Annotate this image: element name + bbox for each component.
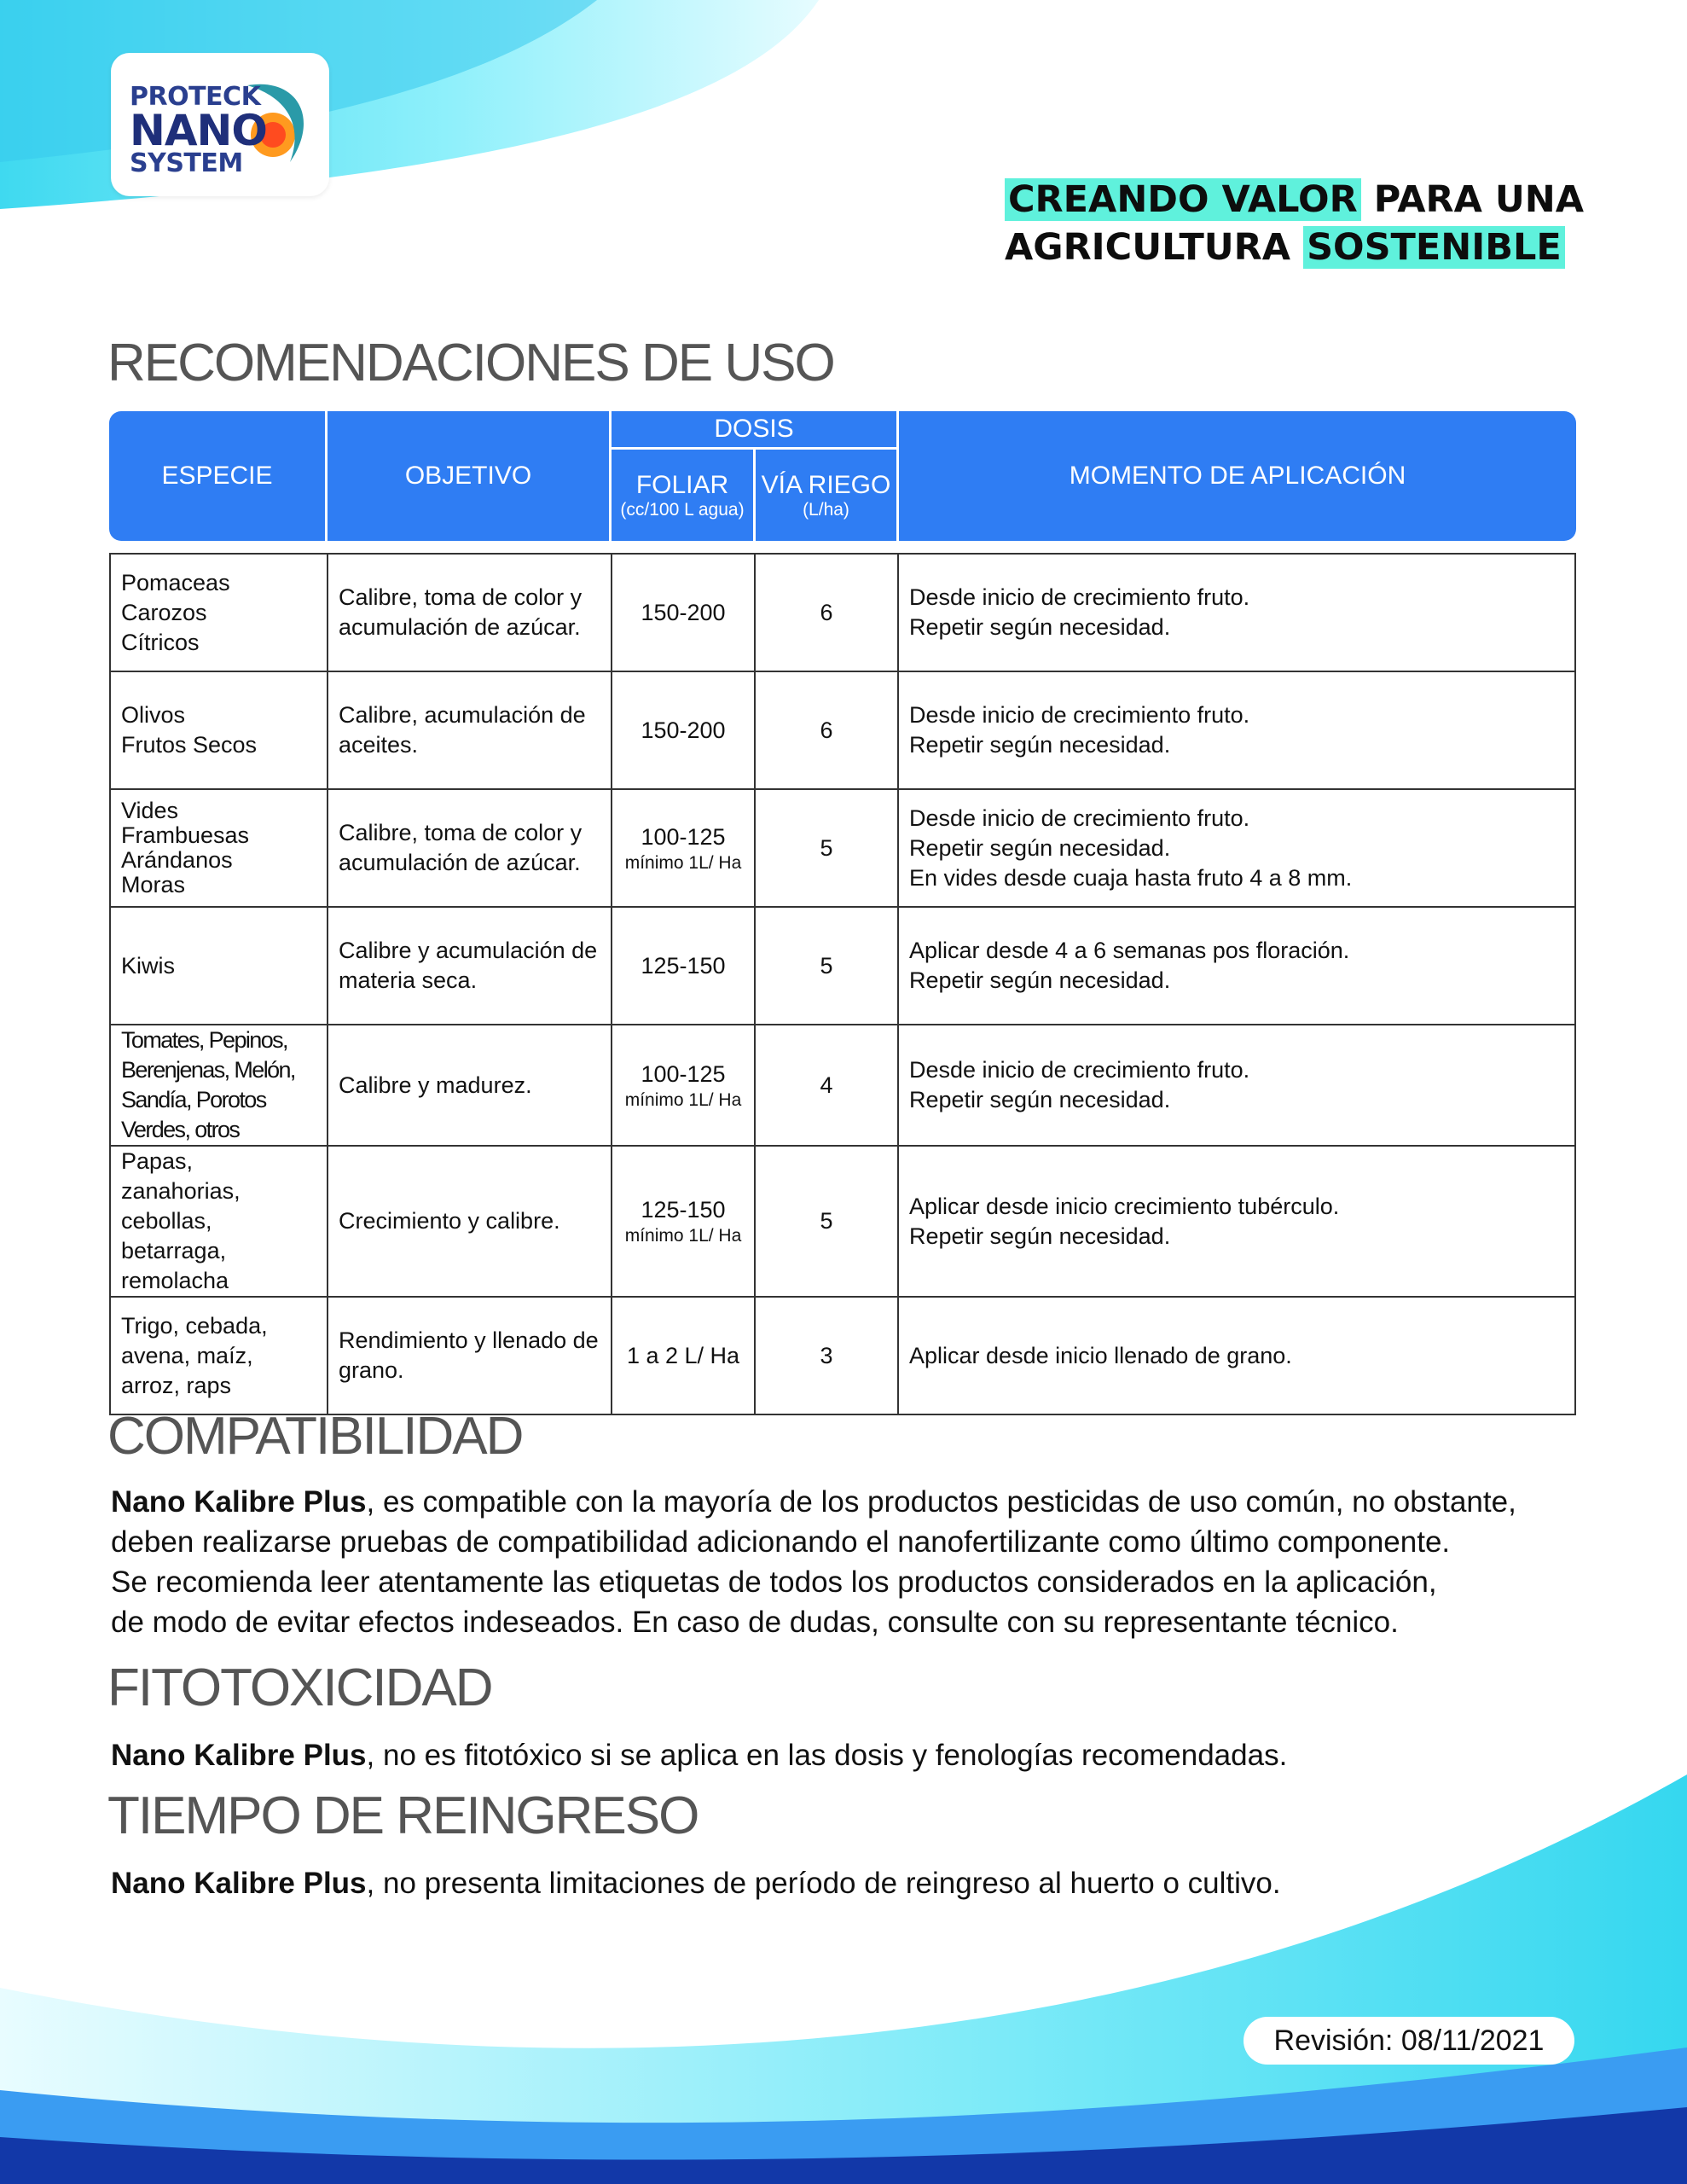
fitotoxicidad-text: , no es fitotóxico si se aplica en las dosis y fenologías recomendadas.	[366, 1739, 1288, 1772]
cell-foliar: 150-200	[612, 554, 755, 671]
cell-foliar	[612, 1146, 755, 1297]
cell-especie: Olivos Frutos Secos	[110, 671, 328, 789]
table-row	[110, 671, 1575, 789]
product-name: Nano Kalibre Plus	[111, 1739, 367, 1772]
cell-riego: 5	[755, 907, 898, 1025]
cell-objetivo: Calibre y madurez.	[328, 1025, 612, 1146]
header-momento: MOMENTO DE APLICACIÓN	[1069, 462, 1406, 490]
cell-riego: 6	[755, 554, 898, 671]
header-foliar-label: FOLIAR	[635, 470, 729, 499]
header-via-riego	[756, 450, 896, 541]
product-name: Nano Kalibre Plus	[111, 1485, 367, 1519]
compatibilidad-line-1: , es compatible con la mayoría de los productos pesticidas de uso común, no obstante,	[366, 1485, 1516, 1519]
cell-foliar: 125-150	[612, 907, 755, 1025]
logo-text-proteck: PROTECK	[130, 82, 261, 112]
product-name: Nano Kalibre Plus	[111, 1867, 367, 1900]
cell-foliar	[612, 789, 755, 907]
cell-especie: Tomates, Pepinos, Berenjenas, Melón, Sandía, Porotos Verdes, otros	[110, 1025, 328, 1146]
cell-foliar: 150-200	[612, 671, 755, 789]
cell-riego: 4	[755, 1025, 898, 1146]
table-row	[110, 1297, 1575, 1414]
cell-momento: Desde inicio de crecimiento fruto. Repetir según necesidad. En vides desde cuaja hasta fruto 4 a 8 mm.	[898, 789, 1575, 907]
cell-especie: Vides Frambuesas Arándanos Moras	[110, 789, 328, 907]
logo-text-system: SYSTEM	[130, 148, 243, 178]
cell-foliar-note: mínimo 1L/ Ha	[624, 852, 742, 873]
table-row	[110, 1146, 1575, 1297]
compatibilidad-line-2: deben realizarse pruebas de compatibilidad adicionando el nanofertilizante como último componente.	[111, 1525, 1451, 1559]
header-foliar-unit: (cc/100 L agua)	[620, 499, 745, 520]
slogan-text-2: AGRICULTURA	[1005, 226, 1291, 269]
section-heading-reingreso: TIEMPO DE REINGRESO	[107, 1786, 699, 1845]
reingreso-text: , no presenta limitaciones de período de reingreso al huerto o cultivo.	[366, 1867, 1281, 1900]
header-riego-label: VÍA RIEGO	[761, 470, 891, 499]
cell-objetivo: Calibre, acumulación de aceites.	[328, 671, 612, 789]
section-heading-compatibilidad: COMPATIBILIDAD	[107, 1407, 523, 1466]
table-row	[110, 907, 1575, 1025]
cell-momento: Aplicar desde inicio crecimiento tubérculo. Repetir según necesidad.	[898, 1146, 1575, 1297]
cell-objetivo: Calibre, toma de color y acumulación de azúcar.	[328, 554, 612, 671]
cell-momento: Aplicar desde 4 a 6 semanas pos floración. Repetir según necesidad.	[898, 907, 1575, 1025]
table-header	[109, 411, 1576, 541]
cell-especie: Trigo, cebada, avena, maíz, arroz, raps	[110, 1297, 328, 1414]
cell-riego: 6	[755, 671, 898, 789]
cell-foliar: 1 a 2 L/ Ha	[612, 1297, 755, 1414]
cell-momento: Desde inicio de crecimiento fruto. Repetir según necesidad.	[898, 554, 1575, 671]
header-foliar	[612, 450, 753, 541]
cell-momento: Desde inicio de crecimiento fruto. Repetir según necesidad.	[898, 1025, 1575, 1146]
cell-objetivo: Rendimiento y llenado de grano.	[328, 1297, 612, 1414]
header-riego-unit: (L/ha)	[803, 499, 849, 520]
slogan-text-1: PARA UNA	[1373, 178, 1585, 221]
cell-especie: Papas, zanahorias, cebollas, betarraga, remolacha	[110, 1146, 328, 1297]
slogan-highlight-2: SOSTENIBLE	[1303, 226, 1565, 269]
cell-riego: 5	[755, 789, 898, 907]
header-dosis: DOSIS	[714, 415, 794, 443]
compatibilidad-line-3: Se recomienda leer atentamente las etiquetas de todos los productos considerados en la aplicación,	[111, 1565, 1437, 1599]
cell-riego: 5	[755, 1146, 898, 1297]
table-row	[110, 1025, 1575, 1146]
usage-table	[109, 411, 1576, 1415]
cell-especie: Pomaceas Carozos Cítricos	[110, 554, 328, 671]
table-body	[109, 553, 1576, 1415]
header-especie: ESPECIE	[161, 462, 273, 490]
brand-logo	[111, 53, 329, 196]
cell-foliar-value: 100-125	[641, 823, 726, 850]
cell-objetivo: Crecimiento y calibre.	[328, 1146, 612, 1297]
cell-foliar-value: 100-125	[641, 1060, 726, 1087]
reingreso-paragraph	[111, 1863, 1281, 1903]
cell-objetivo: Calibre y acumulación de materia seca.	[328, 907, 612, 1025]
header-objetivo: OBJETIVO	[404, 462, 532, 490]
section-heading-fitotoxicidad: FITOTOXICIDAD	[107, 1658, 492, 1717]
table-row	[110, 554, 1575, 671]
cell-foliar-note: mínimo 1L/ Ha	[624, 1089, 742, 1110]
slogan-highlight-1: CREANDO VALOR	[1005, 178, 1361, 221]
table-row	[110, 789, 1575, 907]
slogan	[1005, 176, 1584, 271]
section-heading-recomendaciones: RECOMENDACIONES DE USO	[107, 334, 834, 392]
cell-objetivo: Calibre, toma de color y acumulación de azúcar.	[328, 789, 612, 907]
cell-foliar-note: mínimo 1L/ Ha	[624, 1226, 742, 1246]
cell-riego: 3	[755, 1297, 898, 1414]
cell-especie: Kiwis	[110, 907, 328, 1025]
cell-foliar	[612, 1025, 755, 1146]
cell-momento: Desde inicio de crecimiento fruto. Repetir según necesidad.	[898, 671, 1575, 789]
fitotoxicidad-paragraph	[111, 1735, 1287, 1775]
revision-badge: Revisión: 08/11/2021	[1244, 2017, 1574, 2065]
cell-foliar-value: 125-150	[641, 1197, 726, 1223]
logo-text-nano: NANO	[130, 106, 267, 155]
compatibilidad-line-4: de modo de evitar efectos indeseados. En caso de dudas, consulte con su representante técnico.	[111, 1606, 1399, 1639]
cell-momento: Aplicar desde inicio llenado de grano.	[898, 1297, 1575, 1414]
compatibilidad-paragraph	[111, 1482, 1516, 1642]
